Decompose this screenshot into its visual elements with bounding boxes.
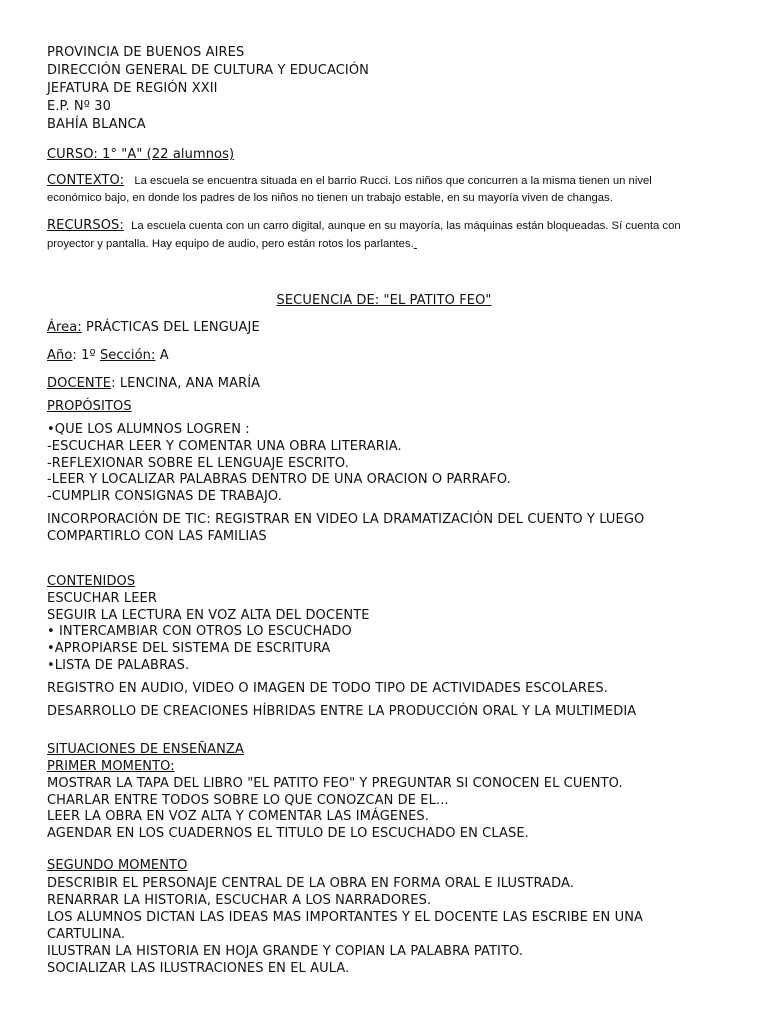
tic-line-2: COMPARTIRLO CON LAS FAMILIAS [47,529,267,544]
segundo-momento-item: SOCIALIZAR LAS ILUSTRACIONES EN EL AULA. [47,961,350,976]
primer-momento-item: MOSTRAR LA TAPA DEL LIBRO "EL PATITO FEO" Y PREGUNTAR SI CONOCEN EL CUENTO. [47,776,623,791]
contenidos-title: CONTENIDOS [47,574,136,589]
propositos-item: •QUE LOS ALUMNOS LOGREN : [47,422,250,437]
propositos-item: -ESCUCHAR LEER Y COMENTAR UNA OBRA LITERARIA. [47,439,402,454]
curso-label: CURSO: 1° "A" (22 alumnos) [47,147,235,162]
contexto-line-1 [47,172,652,189]
anio-value: : 1º [72,348,100,363]
primer-momento-item: LEER LA OBRA EN VOZ ALTA Y COMENTAR LAS IMÁGENES. [47,809,429,824]
area-value: PRÁCTICAS DEL LENGUAJE [81,320,260,335]
primer-momento-item: AGENDAR EN LOS CUADERNOS EL TITULO DE LO ESCUCHADO EN CLASE. [47,826,529,841]
seccion-value: A [155,348,169,363]
anio-line [47,347,169,364]
docente-label: DOCENTE [47,376,112,391]
recursos-line-1 [47,217,681,234]
anio-label: Año [47,348,73,363]
propositos-title: PROPÓSITOS [47,399,132,414]
recursos-text-2-content: proyector y pantalla. Hay equipo de audio, pero están rotos los parlantes. [47,238,414,250]
propositos-item: -CUMPLIR CONSIGNAS DE TRABAJO. [47,489,282,504]
propositos-item: -REFLEXIONAR SOBRE EL LENGUAJE ESCRITO. [47,456,349,471]
area-label: Área: [47,320,82,335]
area-line [47,319,260,336]
situaciones-title: SITUACIONES DE ENSEÑANZA [47,742,244,757]
seccion-label: Sección: [99,348,156,363]
recursos-text-1: La escuela cuenta con un carro digital, aunque en su mayoría, las máquinas están bloqueadas. Sí cuenta con [131,220,681,232]
contexto-label: CONTEXTO: [47,173,125,188]
segundo-momento-item: CARTULINA. [47,927,126,942]
contenidos-extra-1: REGISTRO EN AUDIO, VIDEO O IMAGEN DE TODO TIPO DE ACTIVIDADES ESCOLARES. [47,681,608,696]
primer-momento-item: CHARLAR ENTRE TODOS SOBRE LO QUE CONOZCAN DE EL... [47,793,449,808]
contenidos-item: SEGUIR LA LECTURA EN VOZ ALTA DEL DOCENTE [47,608,370,623]
primer-momento-title: PRIMER MOMENTO: [47,759,175,774]
header-escuela: E.P. Nº 30 [47,99,111,114]
docente-value: : LENCINA, ANA MARÍA [111,376,261,391]
secuencia-title: SECUENCIA DE: "EL PATITO FEO" [276,293,492,308]
tic-line-1: INCORPORACIÓN DE TIC: REGISTRAR EN VIDEO LA DRAMATIZACIÓN DEL CUENTO Y LUEGO [47,512,645,527]
header-provincia: PROVINCIA DE BUENOS AIRES [47,45,245,60]
contexto-text-2: económico bajo, en donde los padres de los niños no tienen un trabajo estable, en su mayoría viven de changas. [47,192,613,204]
recursos-text-2 [47,236,417,252]
docente-line [47,375,260,392]
segundo-momento-title: SEGUNDO MOMENTO [47,858,188,873]
header-jefatura: JEFATURA DE REGIÓN XXII [47,81,218,96]
contenidos-item: ESCUCHAR LEER [47,591,157,606]
segundo-momento-item: ILUSTRAN LA HISTORIA EN HOJA GRANDE Y COPIAN LA PALABRA PATITO. [47,944,524,959]
header-ciudad: BAHÍA BLANCA [47,117,146,132]
segundo-momento-item: LOS ALUMNOS DICTAN LAS IDEAS MAS IMPORTANTES Y EL DOCENTE LAS ESCRIBE EN UNA [47,910,644,925]
contexto-text-1: La escuela se encuentra situada en el barrio Rucci. Los niños que concurren a la misma tienen un nivel [134,175,652,187]
contenidos-extra-2: DESARROLLO DE CREACIONES HÍBRIDAS ENTRE LA PRODUCCIÓN ORAL Y LA MULTIMEDIA [47,704,637,719]
header-direccion: DIRECCIÓN GENERAL DE CULTURA Y EDUCACIÓN [47,63,369,78]
contenidos-item: •LISTA DE PALABRAS. [47,658,190,673]
contenidos-item: • INTERCAMBIAR CON OTROS LO ESCUCHADO [47,624,352,639]
contenidos-item: •APROPIARSE DEL SISTEMA DE ESCRITURA [47,641,331,656]
segundo-momento-item: DESCRIBIR EL PERSONAJE CENTRAL DE LA OBRA EN FORMA ORAL E ILUSTRADA. [47,876,574,891]
propositos-item: -LEER Y LOCALIZAR PALABRAS DENTRO DE UNA ORACION O PARRAFO. [47,472,511,487]
recursos-label: RECURSOS: [47,218,124,233]
segundo-momento-item: RENARRAR LA HISTORIA, ESCUCHAR A LOS NARRADORES. [47,893,432,908]
